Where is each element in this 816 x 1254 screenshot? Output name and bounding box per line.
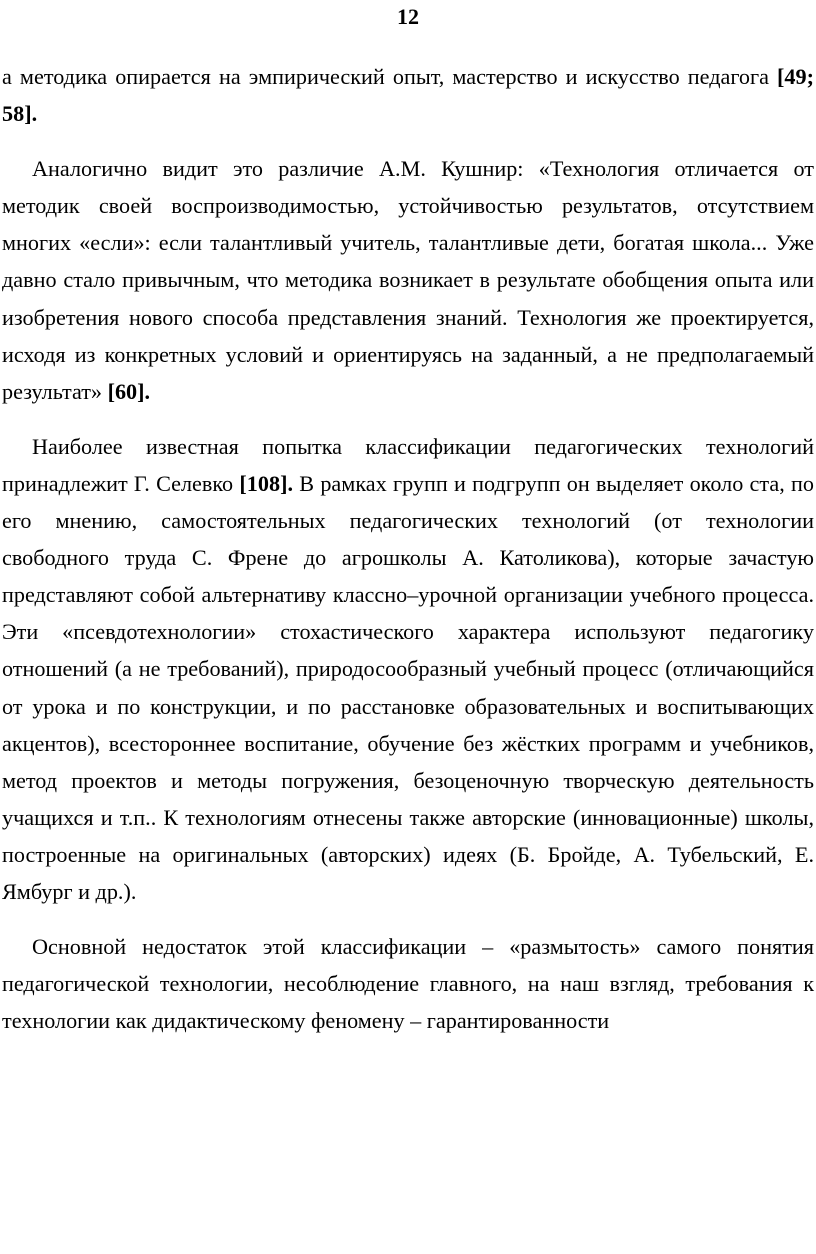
paragraph-4 — [2, 928, 814, 1039]
document-body — [2, 58, 814, 1039]
paragraph-text: Аналогично видит это различие А.М. Кушнир: «Технология отличается от методик своей воспроизводимостью, устойчивостью результатов, отсутствием многих «если»: если талантливый учитель, талантливые дети, богатая школа... Уже давно стало привычным, что методика возникает в результате обобщения опыта или изобретения нового способа представления знаний. Технология же проектируется, исходя из конкретных условий и ориентируясь на заданный, а не предполагаемый результат» — [2, 156, 814, 404]
paragraph-text: а методика опирается на эмпирический опыт, мастерство и искусство педагога — [2, 64, 778, 89]
paragraph-1 — [2, 58, 814, 132]
paragraph-text: В рамках групп и подгрупп он выделяет около ста, по его мнению, самостоятельных педагогических технологий (от технологии свободного труда С. Френе до агрошколы А. Католикова), которые зачастую представляют собой альтернативу классно–урочной организации учебного процесса. Эти «псевдотехнологии» стохастического характера используют педагогику отношений (а не требований), природосообразный учебный процесс (отличающийся от урока и по конструкции, и по расстановке образовательных и воспитывающих акцентов), всестороннее воспитание, обучение без жёстких программ и учебников, метод проектов и методы погружения, безоценочную творческую деятельность учащихся и т.п.. К технологиям отнесены также авторские (инновационные) школы, построенные на оригинальных (авторских) идеях (Б. Бройде, А. Тубельский, Е. Ямбург и др.). — [2, 470, 815, 904]
citation-ref: [108]. — [239, 470, 294, 496]
page-number: 12 — [397, 4, 419, 29]
paragraph-2 — [2, 150, 814, 410]
paragraph-text: Наиболее известная попытка классификации педагогических технологий принадлежит Г. Селевко — [2, 433, 814, 496]
paragraph-3 — [2, 428, 814, 910]
paragraph-text: Основной недостаток этой классификации – «размытость» самого понятия педагогической технологии, несоблюдение главного, на наш взгляд, требования к технологии как дидактическому феномену – гарантированности — [2, 934, 814, 1034]
citation-ref: [49; 58]. — [2, 64, 814, 127]
citation-ref: [60]. — [107, 378, 151, 404]
